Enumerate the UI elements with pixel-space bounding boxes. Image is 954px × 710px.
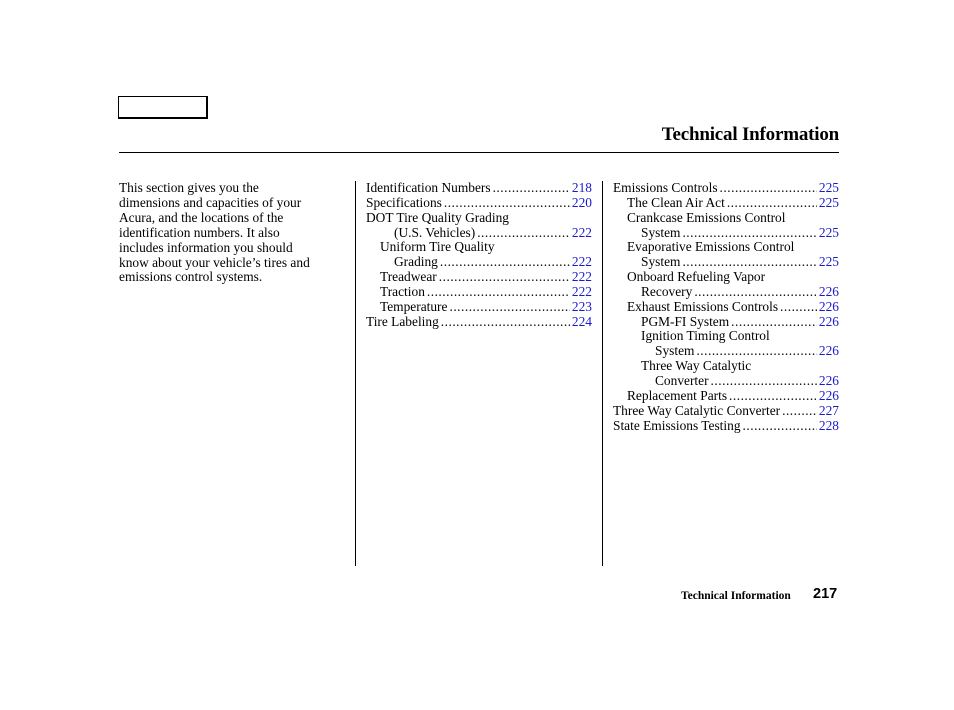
- toc-entry-title: Traction: [380, 283, 425, 299]
- toc-entry[interactable]: [613, 315, 839, 330]
- toc-dot-leader: [444, 196, 570, 211]
- intro-line: emissions control systems.: [119, 269, 263, 285]
- toc-page-link[interactable]: 226: [818, 343, 839, 359]
- toc-dot-leader: [720, 181, 817, 196]
- toc-entry-title: Uniform Tire Quality: [380, 239, 495, 255]
- toc-dot-leader: [780, 300, 817, 315]
- toc-dot-leader: [729, 389, 817, 404]
- intro-line: dimensions and capacities of your: [119, 194, 302, 210]
- toc-page-link[interactable]: 220: [571, 194, 592, 210]
- toc-dot-leader: [441, 315, 570, 330]
- toc-entry[interactable]: [366, 181, 592, 196]
- toc-dot-leader: [727, 196, 817, 211]
- toc-dot-leader: [427, 285, 570, 300]
- toc-entry: [613, 240, 839, 255]
- toc-entry-title: Replacement Parts: [627, 387, 728, 403]
- toc-column-right: [613, 181, 839, 433]
- toc-page-link[interactable]: 225: [818, 224, 839, 240]
- toc-dot-leader: [743, 419, 817, 434]
- toc-entry: [613, 359, 839, 374]
- toc-entry-title: System: [655, 343, 695, 359]
- toc-entry[interactable]: [366, 300, 592, 315]
- toc-entry: [613, 329, 839, 344]
- toc-entry[interactable]: [613, 285, 839, 300]
- toc-page-link[interactable]: 225: [818, 194, 839, 210]
- toc-entry[interactable]: [366, 196, 592, 211]
- toc-page-link[interactable]: 226: [818, 283, 839, 299]
- toc-entry-title: The Clean Air Act: [627, 194, 725, 210]
- toc-entry-title: (U.S. Vehicles): [394, 224, 476, 240]
- toc-entry-title: Exhaust Emissions Controls: [627, 298, 779, 314]
- footer-section-label: Technical Information: [681, 590, 791, 602]
- toc-entry: [613, 211, 839, 226]
- toc-page-link[interactable]: 222: [571, 254, 592, 270]
- toc-entry[interactable]: [366, 315, 592, 330]
- toc-entry-title: PGM-FI System: [641, 313, 730, 329]
- toc-entry-title: Treadwear: [380, 269, 437, 285]
- title-rule: [119, 152, 839, 153]
- toc-dot-leader: [440, 255, 570, 270]
- toc-page-link[interactable]: 222: [571, 283, 592, 299]
- page-title: Technical Information: [661, 124, 839, 145]
- toc-entry-title: Three Way Catalytic: [641, 358, 752, 374]
- toc-entry-title: Evaporative Emissions Control: [627, 239, 795, 255]
- toc-page-link[interactable]: 226: [818, 298, 839, 314]
- toc-entry-title: State Emissions Testing: [613, 417, 741, 433]
- toc-page-link[interactable]: 222: [571, 224, 592, 240]
- toc-entry-title: DOT Tire Quality Grading: [366, 209, 509, 225]
- toc-entry-title: Tire Labeling: [366, 313, 439, 329]
- intro-line: know about your vehicle’s tires and: [119, 254, 310, 270]
- toc-entry[interactable]: [366, 226, 592, 241]
- toc-page-link[interactable]: 218: [571, 180, 592, 195]
- toc-page-link[interactable]: 225: [818, 254, 839, 270]
- toc-page-link[interactable]: 225: [818, 180, 839, 195]
- toc-entry: [366, 240, 592, 255]
- footer-page-number: 217: [813, 586, 838, 602]
- section-tab-box: [118, 96, 208, 119]
- toc-entry-title: Onboard Refueling Vapor: [627, 269, 766, 285]
- toc-page-link[interactable]: 222: [571, 269, 592, 285]
- toc-dot-leader: [682, 226, 816, 241]
- toc-entry-title: Converter: [655, 372, 709, 388]
- toc-entry-title: Specifications: [366, 194, 442, 210]
- column-divider-right: [602, 181, 603, 566]
- toc-dot-leader: [493, 181, 570, 196]
- toc-dot-leader: [449, 300, 569, 315]
- column-divider-left: [355, 181, 356, 566]
- toc-page-link[interactable]: 226: [818, 313, 839, 329]
- toc-entry[interactable]: [613, 419, 839, 434]
- toc-dot-leader: [696, 344, 816, 359]
- toc-page-link[interactable]: 223: [571, 298, 592, 314]
- toc-dot-leader: [682, 255, 816, 270]
- toc-entry: [366, 211, 592, 226]
- toc-entry[interactable]: [613, 226, 839, 241]
- toc-entry[interactable]: [613, 196, 839, 211]
- toc-entry: [613, 270, 839, 285]
- toc-page-link[interactable]: 226: [818, 372, 839, 388]
- intro-line: Acura, and the locations of the: [119, 209, 284, 225]
- intro-line: identification numbers. It also: [119, 224, 280, 240]
- toc-entry-title: Emissions Controls: [613, 180, 718, 195]
- toc-entry[interactable]: [613, 374, 839, 389]
- toc-entry-title: Temperature: [380, 298, 448, 314]
- toc-entry[interactable]: [613, 389, 839, 404]
- toc-entry[interactable]: [613, 300, 839, 315]
- toc-entry-title: System: [641, 254, 681, 270]
- toc-entry-title: Ignition Timing Control: [641, 328, 770, 344]
- toc-column-middle: [366, 181, 592, 329]
- toc-entry[interactable]: [613, 344, 839, 359]
- toc-entry[interactable]: [613, 404, 839, 419]
- toc-entry-title: Recovery: [641, 283, 693, 299]
- toc-entry-title: Crankcase Emissions Control: [627, 209, 786, 225]
- toc-dot-leader: [711, 374, 817, 389]
- toc-page-link[interactable]: 227: [818, 402, 839, 418]
- toc-entry-title: Three Way Catalytic Converter: [613, 402, 781, 418]
- intro-line: This section gives you the: [119, 180, 259, 195]
- intro-line: includes information you should: [119, 239, 293, 255]
- toc-page-link[interactable]: 228: [818, 417, 839, 433]
- toc-dot-leader: [731, 315, 817, 330]
- toc-entry[interactable]: [366, 255, 592, 270]
- toc-entry-title: System: [641, 224, 681, 240]
- toc-entry[interactable]: [613, 255, 839, 270]
- toc-page-link[interactable]: 226: [818, 387, 839, 403]
- toc-entry-title: Identification Numbers: [366, 180, 491, 195]
- toc-entry[interactable]: [366, 270, 592, 285]
- intro-paragraph: [119, 181, 344, 285]
- toc-entry-title: Grading: [394, 254, 438, 270]
- toc-dot-leader: [694, 285, 817, 300]
- toc-dot-leader: [439, 270, 570, 285]
- toc-page-link[interactable]: 224: [571, 313, 592, 329]
- toc-entry[interactable]: [613, 181, 839, 196]
- toc-dot-leader: [782, 404, 817, 419]
- toc-dot-leader: [477, 226, 570, 241]
- toc-entry[interactable]: [366, 285, 592, 300]
